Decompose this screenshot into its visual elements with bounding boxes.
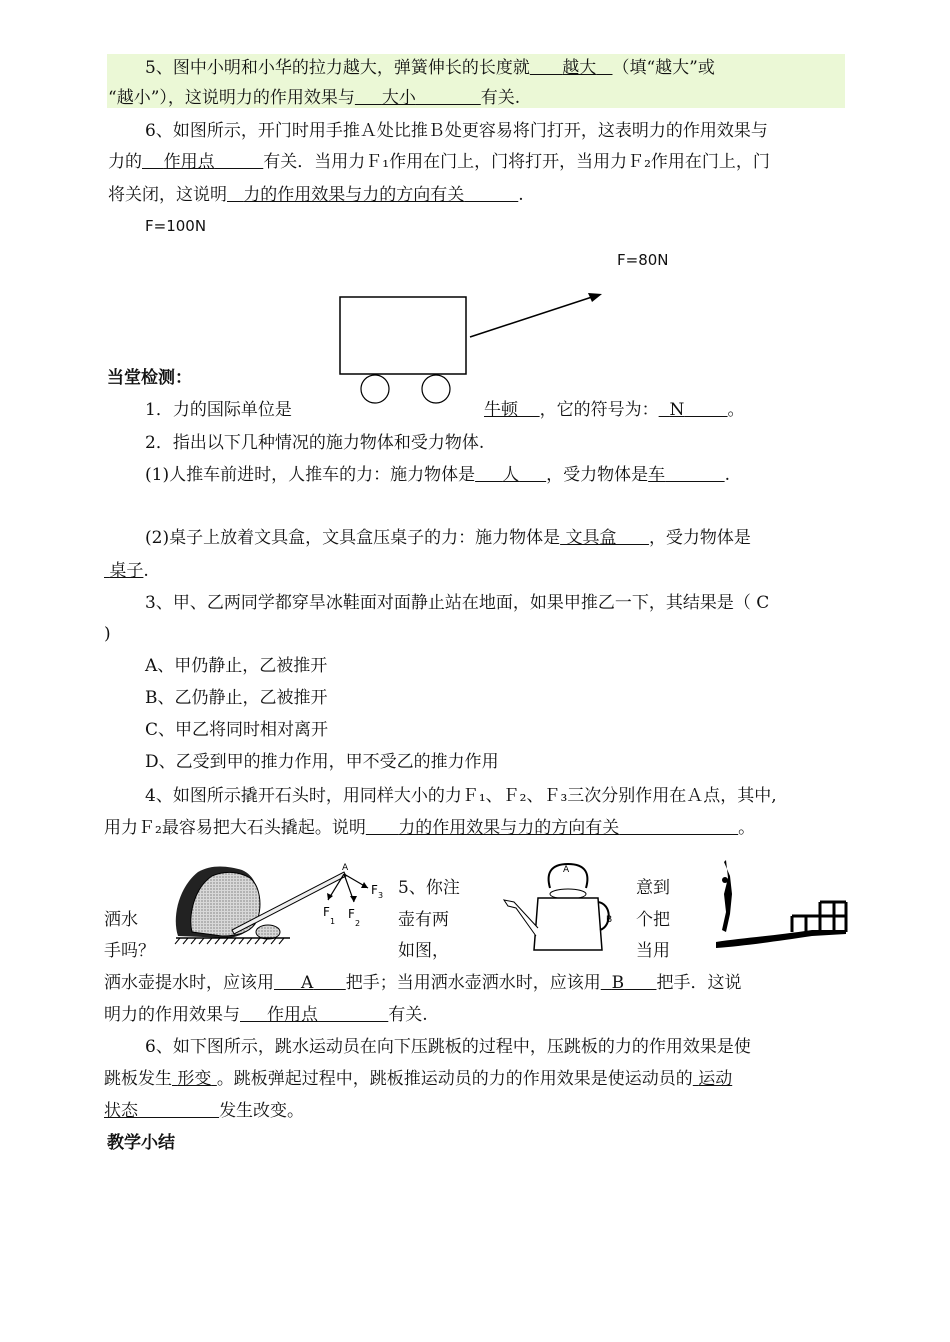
answer-blank: 文具盒 — [565, 528, 617, 548]
c5-line2: 洒水壶提水时，应该用 A 把手；当用洒水壶洒水时，应该用 B 把手．这说 — [104, 973, 742, 993]
f3-label: F — [371, 883, 378, 897]
diver-head — [722, 877, 728, 883]
option-a: A、甲仍静止，乙被推开 — [145, 656, 328, 676]
pool-railing — [792, 902, 846, 932]
c5-fragment: 洒水 — [104, 910, 138, 930]
lever-rock-figure — [168, 858, 393, 948]
cart-body — [340, 297, 466, 374]
c6-line3: 状态 发生改变。 — [104, 1101, 305, 1121]
c5-line3: 明力的作用效果与 作用点 有关. — [104, 1005, 428, 1025]
cart-wheel — [361, 375, 389, 403]
check1-answers: 牛顿 ，它的符号为： N 。 — [484, 400, 745, 420]
c6-line1: 6、如下图所示，跳水运动员在向下压跳板的过程中，压跳板的力的作用效果是使 — [145, 1037, 751, 1057]
q5-line1: 5、图中小明和小华的拉力越大，弹簧伸长的长度就 越大 （填“越大”或 — [145, 58, 715, 78]
answer-blank: A — [301, 973, 314, 993]
cart-wheel — [422, 375, 450, 403]
check1-line: 1．力的国际单位是 — [145, 400, 292, 420]
answer-blank: 运动 — [698, 1069, 733, 1089]
c6-line2: 跳板发生 形变 。跳板弹起过程中，跳板推运动员的力的作用效果是使运动员的 运动 — [104, 1069, 733, 1089]
answer-blank: 牛顿 — [484, 400, 518, 420]
check2-item1: (1)人推车前进时，人推车的力：施力物体是 人 ，受力物体是车 . — [145, 465, 731, 485]
arrow-head — [588, 293, 602, 302]
force-label-80n: F=80N — [617, 251, 669, 269]
answer-blank: 力的作用效果与力的方向有关 — [398, 818, 620, 838]
check2-line: 2．指出以下几种情况的施力物体和受力物体. — [145, 433, 485, 453]
c5-fragment: 手吗？ — [104, 941, 155, 961]
c5-fragment: 壶有两 — [398, 910, 449, 930]
q6-line3: 将关闭，这说明 力的作用效果与力的方向有关 . — [108, 185, 524, 205]
summary-heading: 教学小结 — [107, 1133, 175, 1153]
option-c: C、甲乙将同时相对离开 — [145, 720, 329, 740]
f1-label: F — [323, 905, 330, 919]
force-arrow — [470, 297, 592, 337]
answer-blank: 桌子 — [109, 561, 144, 581]
fulcrum — [256, 925, 280, 939]
c5-fragment: 个把 — [636, 910, 670, 930]
f1-subscript: 1 — [330, 917, 336, 926]
kettle-figure — [500, 858, 620, 958]
springboard — [716, 930, 846, 948]
option-d: D、乙受到甲的推力作用，甲不受乙的推力作用 — [145, 752, 499, 772]
q6-line1: 6、如图所示，开门时用手推Ａ处比推Ｂ处更容易将门打开，这表明力的作用效果与 — [145, 121, 768, 141]
c5-fragment: 如图， — [398, 941, 449, 961]
f2-subscript: 2 — [355, 919, 361, 928]
kettle-body — [534, 898, 602, 950]
answer-blank: 状态 — [104, 1101, 138, 1121]
answer-blank: 人 — [502, 465, 520, 485]
answer-blank: 越大 — [562, 58, 597, 78]
f2-label: F — [348, 907, 355, 921]
kettle-label-b: B — [606, 915, 613, 925]
answer-blank: 作用点 — [163, 152, 215, 172]
option-b: B、乙仍静止，乙被推开 — [145, 688, 328, 708]
check2-item2: (2)桌子上放着文具盒，文具盒压桌子的力：施力物体是 文具盒 ，受力物体是 — [145, 528, 751, 548]
q5-line2: “越小”），这说明力的作用效果与 大小 有关. — [108, 88, 521, 108]
kettle-label-a: A — [563, 865, 570, 875]
answer-blank: 车 — [648, 465, 666, 485]
answer-blank: 作用点 — [267, 1005, 319, 1025]
f3-subscript: 3 — [378, 891, 384, 900]
diver-figure — [712, 858, 850, 954]
check4-line2: 用力Ｆ₂最容易把大石头撬起。说明 力的作用效果与力的方向有关 。 — [104, 818, 756, 838]
c5-fragment: 当用 — [636, 941, 670, 961]
check4-line1: 4、如图所示撬开石头时，用同样大小的力Ｆ₁、Ｆ₂、Ｆ₃三次分别作用在Ａ点，其中, — [145, 786, 777, 806]
check2-item2-cont: 桌子. — [109, 561, 149, 581]
check3-bracket: ) — [104, 624, 111, 644]
kettle-spout — [504, 900, 538, 936]
check3-line: 3、甲、乙两同学都穿旱冰鞋面对面静止站在地面，如果甲推乙一下，其结果是（ C — [145, 593, 770, 613]
answer-blank: 力的作用效果与力的方向有关 — [243, 185, 465, 205]
force-label-100n: F=100N — [145, 217, 207, 235]
c5-fragment: 5、你注 — [398, 878, 460, 898]
answer-blank: B — [611, 973, 625, 993]
section-heading: 当堂检测： — [107, 368, 192, 388]
cart-diagram — [330, 285, 620, 410]
answer-blank: 大小 — [381, 88, 416, 108]
q6-line2: 力的 作用点 有关．当用力Ｆ₁作用在门上，门将打开，当用力Ｆ₂作用在门上，门 — [108, 152, 770, 172]
answer-blank: N — [669, 400, 685, 420]
c5-fragment: 意到 — [636, 878, 670, 898]
diver — [722, 860, 732, 932]
answer-blank: 形变 — [177, 1069, 212, 1089]
point-a-label: A — [342, 863, 349, 873]
